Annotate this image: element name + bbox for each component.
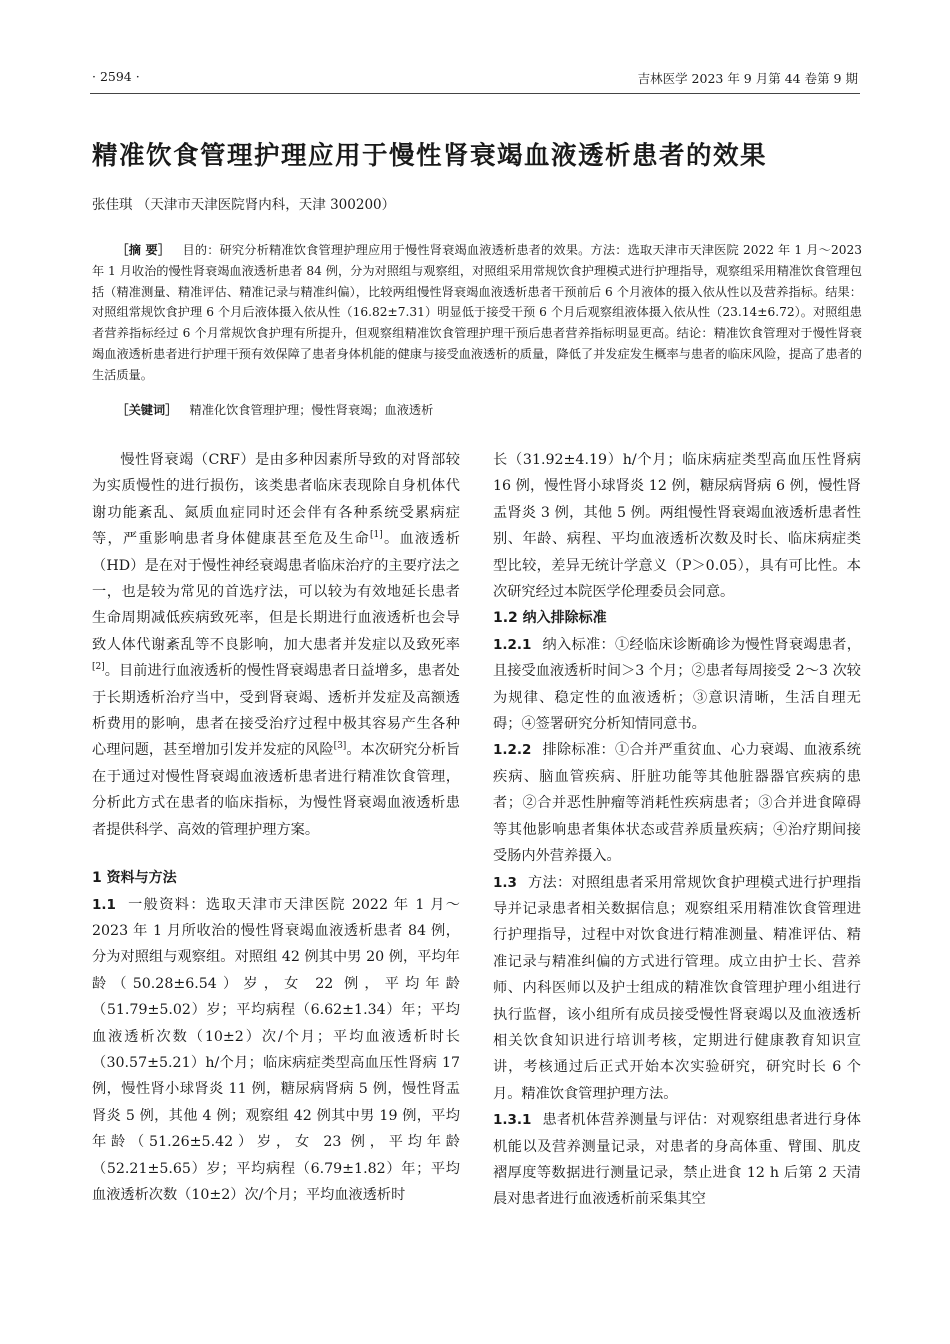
citation-2: [2]: [92, 662, 105, 673]
section-1-2-heading: 1.2 纳入排除标准: [493, 610, 607, 627]
journal-info: 吉林医学 2023 年 9 月第 44 卷第 9 期: [637, 71, 858, 86]
citation-3: [3]: [333, 741, 347, 752]
section-1-2-2-number: 1.2.2: [493, 742, 532, 759]
section-1-3-1-text: 患者机体营养测量与评估：对观察组患者进行身体机能以及营养测量记录，对患者的身高体重、臂围、肌皮褶厚度等数据进行测量记录，禁止进食 12 h 后第 2 天清晨对患者进行血液透析前采集其空: [493, 1112, 861, 1208]
header-divider: [90, 93, 860, 94]
article-title: 精准饮食管理护理应用于慢性肾衰竭血液透析患者的效果: [92, 141, 768, 171]
author-affiliation: 张佳琪 （天津市天津医院肾内科，天津 300200）: [92, 197, 396, 213]
right-column: [493, 447, 861, 1213]
section-1-2-1-text: 纳入标准：①经临床诊断确诊为慢性肾衰竭患者，且接受血液透析时间＞3 个月；②患者每周接受 2～3 次较为规律、稳定性的血液透析；③意识清晰，生活自理无碍；④签署研究分析知情同意书。: [493, 636, 861, 733]
section-1-3-number: 1.3: [493, 874, 517, 891]
section-1-2-2-text: 排除标准：①合并严重贫血、心力衰竭、血液系统疾病、脑血管疾病、肝脏功能等其他脏器器官疾病的患者；②合并恶性肿瘤等消耗性疾病患者；③合并进食障碍等其他影响患者集体状态或营养质量疾病；④治疗期间接受肠内外营养摄入。: [493, 742, 861, 865]
intro-paragraph: [92, 447, 460, 843]
section-1-1-number: 1.1: [92, 896, 116, 913]
left-column: [92, 447, 460, 1208]
keywords-text: 精准化饮食管理护理；慢性肾衰竭；血液透析: [189, 403, 434, 417]
section-1-2-2: [493, 737, 861, 869]
citation-1: [1]: [370, 530, 383, 541]
intro-text-1: 慢性肾衰竭（CRF）是由多种因素所导致的对肾部较为实质慢性的进行损伤，该类患者临床表现除自身机体代谢功能紊乱、氮质血症同时还会伴有各种系统受累病症等，严重影响患者身体健康甚至危及生命: [92, 452, 460, 548]
section-1-1-continued: 长（31.92±4.19）h/个月；临床病症类型高血压性肾病 16 例，慢性肾小球肾炎 12 例，糖尿病肾病 6 例，慢性肾盂肾炎 3 例，其他 5 例。两组慢性肾衰竭血液透析患者性别、年龄、病程、平均血液透析次数及时长、临床病症类型比较，差异无统计学意义（P＞0.05），具有可比性。本次研究经过本院医学伦理委员会同意。: [493, 452, 861, 601]
page-number: · 2594 ·: [92, 69, 140, 84]
abstract-text: 目的：研究分析精准饮食管理护理应用于慢性肾衰竭血液透析患者的效果。方法：选取天津市天津医院 2022 年 1 月～2023 年 1 月收治的慢性肾衰竭血液透析患者 84 例，分为对照组与观察组，对照组采用常规饮食护理模式进行护理指导，观察组采用精准饮食管理包括（精准测量、精准评估、精准记录与精准纠偏），比较两组慢性肾衰竭血液透析患者干预前后 6 个月液体的摄入依从性以及营养指标。结果：对照组常规饮食护理 6 个月后液体摄入依从性（16.82±7.31）明显低于接受干预 6 个月后观察组液体摄入依从性（23.14±6.72）。对照组患者营养指标经过 6 个月常规饮食护理有所提升，但观察组精准饮食管理护理干预后患者营养指标明显更高。结论：精准饮食管理对于慢性肾衰竭血液透析患者进行护理干预有效保障了患者身体机能的健康与接受血液透析的质量，降低了并发症发生概率与患者的临床风险，提高了患者的生活质量。: [92, 243, 863, 382]
section-1-1: [92, 892, 460, 1209]
intro-text-3: 。目前进行血液透析的慢性肾衰竭患者日益增多，患者处于长期透析治疗当中，受到肾衰竭、透析并发症及高额透析费用的影响，患者在接受治疗过程中极其容易产生各种心理问题，甚至增加引发并发症的风险: [92, 663, 460, 759]
section-1-3-1-number: 1.3.1: [493, 1112, 532, 1129]
abstract: [92, 240, 862, 386]
section-1-3-1: [493, 1107, 861, 1213]
keywords-label: ［关键词］: [116, 403, 178, 417]
section-1-1-text: 一般资料：选取天津市天津医院 2022 年 1 月～2023 年 1 月所收治的慢性肾衰竭血液透析患者 84 例，分为对照组与观察组。对照组 42 例其中男 20 例，平均年龄（50.28±6.54）岁，女 22 例，平均年龄（51.79±5.02）岁；平均病程（6.62±1.34）年；平均血液透析次数（10±2）次/个月；平均血液透析时长（30.57±5.21）h/个月；临床病症类型高血压性肾病 17 例，慢性肾小球肾炎 11 例，糖尿病肾病 5 例，慢性肾盂肾炎 5 例，其他 4 例；观察组 42 例其中男 19 例，平均年龄（51.26±5.42）岁，女 23 例，平均年龄（52.21±5.65）岁；平均病程（6.79±1.82）年；平均血液透析次数（10±2）次/个月；平均血液透析时: [92, 896, 460, 1203]
intro-text-2: 。血液透析（HD）是在对于慢性神经衰竭患者临床治疗的主要疗法之一，也是较为常见的首选疗法，可以较为有效地延长患者生命周期减低疾病致死率，但是长期进行血液透析也会导致人体代谢紊乱等不良影响，加大患者并发症以及致死率: [92, 531, 460, 653]
section-1-heading: 1 资料与方法: [92, 870, 177, 887]
keywords: [92, 400, 862, 420]
intro-text-4: 。本次研究分析旨在于通过对慢性肾衰竭血液透析患者进行精准饮食管理，分析此方式在患者的临床指标，为慢性肾衰竭血液透析患者提供科学、高效的管理护理方案。: [92, 742, 460, 838]
abstract-label: ［摘 要］: [116, 243, 171, 257]
section-1-3: [493, 870, 861, 1108]
section-1-2-1: [493, 632, 861, 738]
section-1-2-1-number: 1.2.1: [493, 636, 532, 653]
section-1-3-text: 方法：对照组患者采用常规饮食护理模式进行护理指导并记录患者相关数据信息；观察组采用精准饮食管理进行护理指导，过程中对饮食进行精准测量、精准评估、精准记录与精准纠偏的方式进行管理。成立由护士长、营养师、内科医师以及护士组成的精准饮食管理护理小组进行执行监督，该小组所有成员接受慢性肾衰竭以及血液透析相关饮食知识进行培训考核，定期进行健康教育知识宣讲，考核通过后正式开始本次实验研究，研究时长 6 个月。精准饮食管理护理方法。: [493, 874, 861, 1102]
